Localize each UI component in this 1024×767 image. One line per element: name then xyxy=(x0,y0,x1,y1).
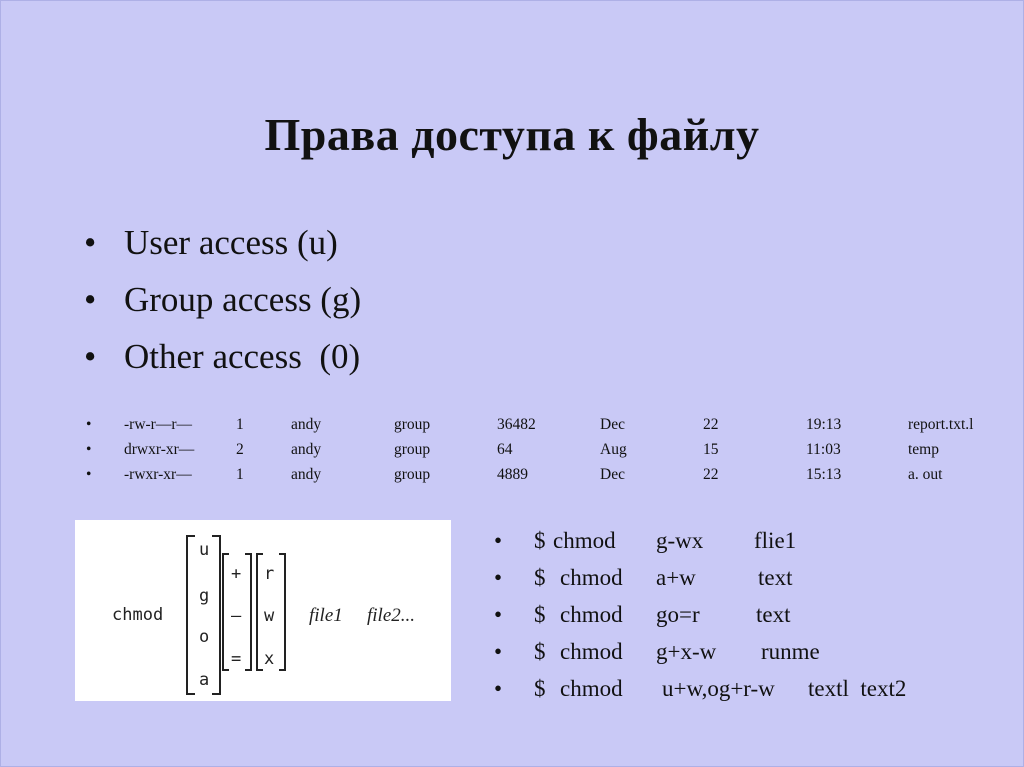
listing-row xyxy=(0,416,1024,441)
listing-time: 11:03 xyxy=(806,441,841,458)
command-name: chmod xyxy=(560,639,623,664)
op-minus: – xyxy=(231,606,242,626)
listing-month: Aug xyxy=(600,441,627,458)
command-prompt: $ xyxy=(534,639,546,664)
diagram-file1: file1 xyxy=(309,605,343,626)
command-prompt: $ xyxy=(534,602,546,627)
listing-time: 19:13 xyxy=(806,416,842,433)
listing-month: Dec xyxy=(600,466,625,483)
listing-owner: andy xyxy=(291,441,322,458)
list-item-text: Other access (0) xyxy=(124,337,361,376)
who-o: o xyxy=(199,627,210,647)
listing-time: 15:13 xyxy=(806,466,842,483)
listing-owner: andy xyxy=(291,466,322,483)
list-item-text: User access (u) xyxy=(124,223,338,262)
command-args: g+x-w xyxy=(656,639,717,664)
command-name: chmod xyxy=(560,676,623,701)
chmod-syntax-figure xyxy=(75,520,451,701)
bracket-right xyxy=(212,536,220,694)
command-files: textl text2 xyxy=(808,676,907,701)
command-prompt: $ xyxy=(534,528,546,553)
listing-size: 64 xyxy=(497,441,513,458)
listing-day: 15 xyxy=(703,441,719,458)
list-item xyxy=(494,602,994,639)
who-a: a xyxy=(199,670,210,690)
perm-x: x xyxy=(264,649,275,669)
listing-owner: andy xyxy=(291,416,322,433)
listing-day: 22 xyxy=(703,416,719,433)
command-prompt: $ xyxy=(534,565,546,590)
listing-links: 1 xyxy=(236,416,244,433)
bullet-marker: • xyxy=(494,528,503,553)
listing-group: group xyxy=(394,466,431,483)
command-name: chmod xyxy=(560,602,623,627)
bullet-marker: • xyxy=(86,441,92,458)
listing-group: group xyxy=(394,441,431,458)
list-item xyxy=(494,565,994,602)
command-name: chmod xyxy=(560,565,623,590)
bullet-marker: • xyxy=(84,337,97,376)
command-prompt: $ xyxy=(534,676,546,701)
list-item-text: Group access (g) xyxy=(124,280,362,319)
bracket-right xyxy=(279,554,285,670)
command-files: text xyxy=(756,602,791,627)
op-equals: = xyxy=(231,649,242,669)
bracket-left xyxy=(187,536,195,694)
bullet-marker: • xyxy=(86,466,92,483)
chmod-syntax-diagram xyxy=(75,520,451,701)
listing-permissions: -rw-r—r— xyxy=(124,416,193,433)
perm-w: w xyxy=(264,606,275,626)
listing-size: 36482 xyxy=(497,416,536,433)
bullet-marker: • xyxy=(494,565,503,590)
listing-filename: a. out xyxy=(908,466,943,483)
diagram-file2: file2... xyxy=(367,605,416,626)
listing-filename: temp xyxy=(908,441,939,458)
command-files: text xyxy=(758,565,793,590)
bracket-right xyxy=(245,554,251,670)
diagram-command: chmod xyxy=(112,605,164,625)
slide-title: Права доступа к файлу xyxy=(264,109,760,160)
listing-permissions: -rwxr-xr— xyxy=(124,466,192,483)
perm-r: r xyxy=(264,564,275,584)
listing-row xyxy=(0,441,1024,466)
command-args: go=r xyxy=(656,602,700,627)
who-u: u xyxy=(199,540,210,560)
command-files: runme xyxy=(761,639,820,664)
list-item xyxy=(494,639,994,676)
listing-filename: report.txt.l xyxy=(908,416,974,433)
op-plus: + xyxy=(231,564,242,584)
bullet-marker: • xyxy=(494,676,503,701)
bullet-marker: • xyxy=(84,223,97,262)
command-args: g-wx xyxy=(656,528,704,553)
bracket-left xyxy=(223,554,229,670)
command-args: a+w xyxy=(656,565,696,590)
listing-links: 2 xyxy=(236,441,244,458)
listing-permissions: drwxr-xr— xyxy=(124,441,195,458)
listing-month: Dec xyxy=(600,416,625,433)
command-files: flie1 xyxy=(754,528,797,553)
command-args: u+w,og+r-w xyxy=(662,676,775,701)
listing-links: 1 xyxy=(236,466,244,483)
list-item xyxy=(494,676,994,713)
listing-row xyxy=(0,466,1024,491)
bullet-marker: • xyxy=(84,280,97,319)
bullet-marker: • xyxy=(86,416,92,433)
bullet-marker: • xyxy=(494,639,503,664)
listing-day: 22 xyxy=(703,466,719,483)
listing-size: 4889 xyxy=(497,466,528,483)
list-item xyxy=(494,528,994,565)
bullet-marker: • xyxy=(494,602,503,627)
bracket-left xyxy=(257,554,263,670)
command-name: chmod xyxy=(553,528,616,553)
who-g: g xyxy=(199,586,210,606)
listing-group: group xyxy=(394,416,431,433)
